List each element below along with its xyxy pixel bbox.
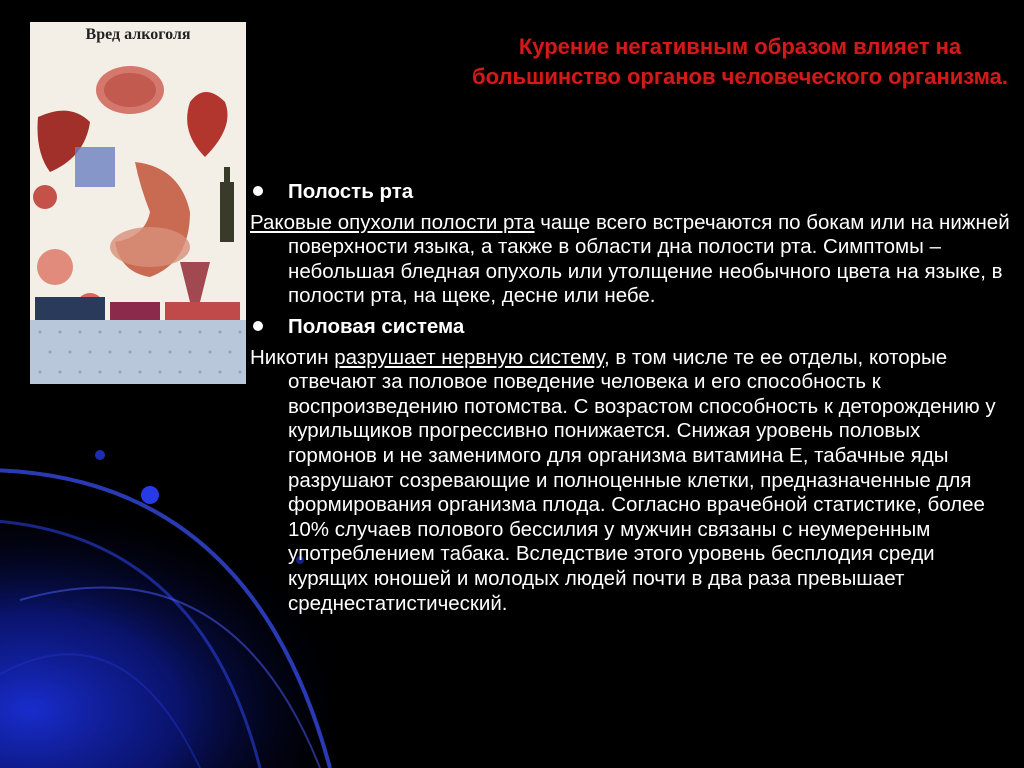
paragraph-text: чаще всего встречаются по бокам или на нижней поверхности языка, а также в области дна полости рта. Симптомы – небольшая бледная опухоль или утолщение необычного цвета на языке, в полости рта, на щеке, десне или небе.	[288, 210, 1010, 308]
section-heading-reproductive-system	[250, 315, 1010, 340]
link-nervous-system[interactable]: разрушает нервную систему	[334, 345, 604, 369]
link-oral-cancer[interactable]: Раковые опухоли полости рта	[250, 210, 535, 234]
anatomy-illustration	[30, 22, 246, 384]
alcohol-harm-poster	[30, 22, 246, 384]
section-heading-oral-cavity	[250, 180, 1010, 205]
bullet-icon	[253, 186, 263, 196]
slide-content	[250, 180, 1010, 622]
paragraph-oral-cavity	[250, 211, 1010, 309]
heading-text: Половая система	[288, 314, 465, 338]
poster-title: Вред алкоголя	[85, 26, 191, 43]
bullet-icon	[253, 321, 263, 331]
slide-headline: Курение негативным образом влияет на большинство органов человеческого организма.	[472, 34, 1008, 90]
paragraph-text: , в том числе те ее отделы, которые отвечают за половое поведение человека и его способность к воспроизведению потомства. С возрастом способность к деторождению у курильщиков прогрессивно понижается. Снижая уровень половых гормонов и не заменимого для организма витамина Е, табачные яды разрушают созревающие и полноценные клетки, предназначенные для формирования организма плода. Согласно врачебной статистике, более 10% случаев полового бессилия у мужчин связаны с неумеренным употреблением табака. Вследствие этого уровень бесплодия среди курящих юношей и молодых людей почти в два раза превышает среднестатистический.	[288, 345, 996, 615]
paragraph-text-prefix: Никотин	[250, 345, 335, 369]
heading-text: Полость рта	[288, 180, 414, 203]
paragraph-reproductive-system	[250, 346, 1010, 617]
